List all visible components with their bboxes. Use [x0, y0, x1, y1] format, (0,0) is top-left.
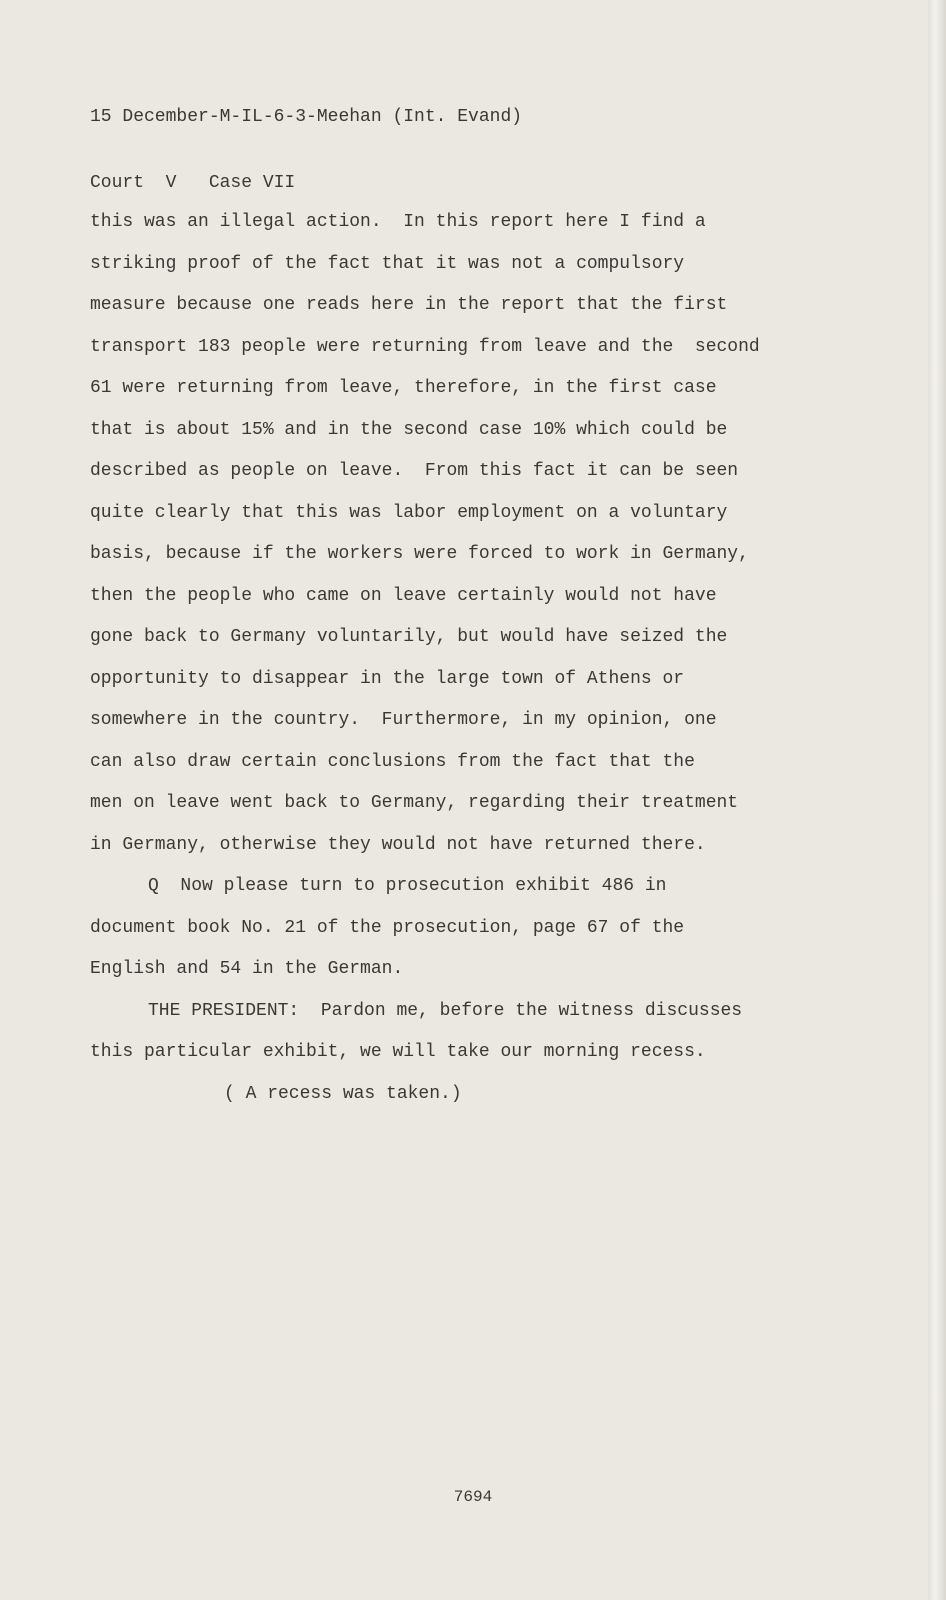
transcript-line: then the people who came on leave certainly would not have: [90, 585, 717, 606]
question-line: Q Now please turn to prosecution exhibit 486 in: [148, 876, 667, 896]
transcript-line: gone back to Germany voluntarily, but would have seized the: [90, 627, 728, 647]
recess-note: ( A recess was taken.): [224, 1083, 462, 1104]
transcript-line: measure because one reads here in the report that the first: [90, 295, 728, 315]
header-line-date: 15 December-M-IL-6-3-Meehan (Int. Evand): [90, 107, 523, 127]
transcript-line: transport 183 people were returning from leave and the second: [90, 336, 760, 357]
transcript-line: opportunity to disappear in the large town of Athens or: [90, 668, 685, 689]
transcript-body: [90, 202, 850, 1115]
transcript-line: document book No. 21 of the prosecution, page 67 of the: [90, 917, 685, 938]
transcript-line: men on leave went back to Germany, regarding their treatment: [90, 793, 739, 813]
transcript-line: somewhere in the country. Furthermore, in my opinion, one: [90, 710, 717, 730]
president-statement-line: THE PRESIDENT: Pardon me, before the witness discusses: [148, 1000, 743, 1021]
transcript-line: described as people on leave. From this fact it can be seen: [90, 461, 739, 481]
transcript-line: this particular exhibit, we will take our morning recess.: [90, 1042, 706, 1062]
header-line-court-case: Court V Case VII: [90, 173, 296, 193]
transcript-line: can also draw certain conclusions from the fact that the: [90, 751, 695, 772]
transcript-line: striking proof of the fact that it was not a compulsory: [90, 253, 685, 274]
transcript-line: this was an illegal action. In this report here I find a: [90, 212, 706, 232]
transcript-line: 61 were returning from leave, therefore, in the first case: [90, 378, 717, 398]
transcript-line: that is about 15% and in the second case 10% which could be: [90, 419, 728, 440]
page-edge: [928, 0, 946, 1600]
transcript-line: in Germany, otherwise they would not have returned there.: [90, 834, 706, 855]
transcript-line: quite clearly that this was labor employment on a voluntary: [90, 502, 728, 523]
transcript-line: basis, because if the workers were forced to work in Germany,: [90, 544, 749, 564]
page-number: 7694: [453, 1488, 493, 1506]
transcript-line: English and 54 in the German.: [90, 959, 404, 979]
